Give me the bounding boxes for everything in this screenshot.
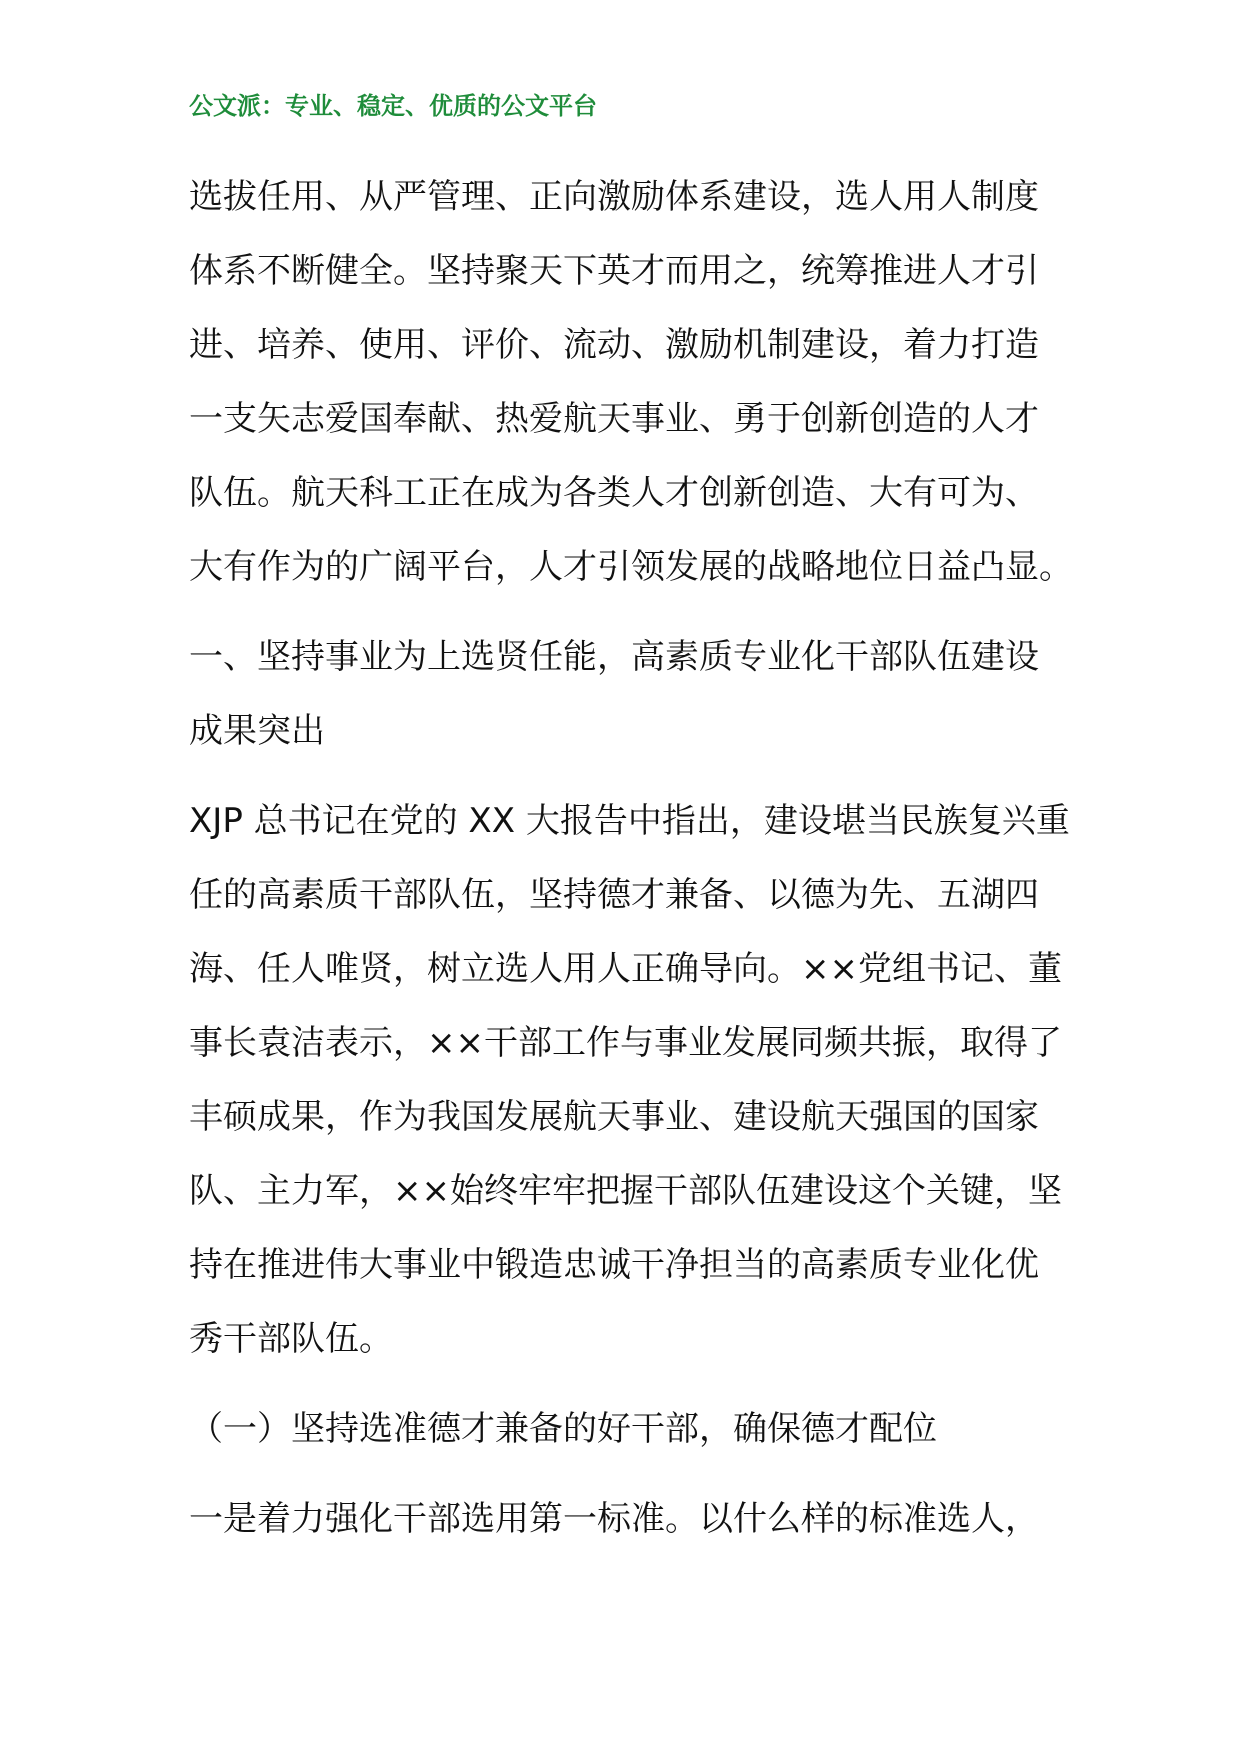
subsection-heading-line: （一）坚持选准德才兼备的好干部，确保德才配位 [189,1409,937,1449]
paragraph-line: 秀干部队伍。 [189,1319,393,1359]
paragraph-line: 持在推进伟大事业中锻造忠诚干净担当的高素质专业化优 [189,1245,1039,1285]
paragraph-line: 任的高素质干部队伍，坚持德才兼备、以德为先、五湖四 [189,875,1039,915]
paragraph-line: 大有作为的广阔平台，人才引领发展的战略地位日益凸显。 [189,547,1073,587]
paragraph-line: 队伍。航天科工正在成为各类人才创新创造、大有可为、 [189,473,1039,513]
paragraph-line: 事长袁洁表示，××干部工作与事业发展同频共振，取得了 [189,1023,1062,1063]
section-heading-line: 成果突出 [189,711,325,751]
paragraph-line: XJP 总书记在党的 XX 大报告中指出，建设堪当民族复兴重 [189,801,1070,841]
section-heading-line: 一、坚持事业为上选贤任能，高素质专业化干部队伍建设 [189,637,1039,677]
paragraph-line: 选拔任用、从严管理、正向激励体系建设，选人用人制度 [189,177,1039,217]
page-header: 公文派：专业、稳定、优质的公文平台 [189,92,597,120]
paragraph-line: 体系不断健全。坚持聚天下英才而用之，统筹推进人才引 [189,251,1039,291]
paragraph-line: 一支矢志爱国奉献、热爱航天事业、勇于创新创造的人才 [189,399,1039,439]
paragraph-line: 丰硕成果，作为我国发展航天事业、建设航天强国的国家 [189,1097,1039,1137]
paragraph-line: 海、任人唯贤，树立选人用人正确导向。××党组书记、董 [189,949,1062,989]
paragraph-line: 进、培养、使用、评价、流动、激励机制建设，着力打造 [189,325,1039,365]
paragraph-line: 一是着力强化干部选用第一标准。以什么样的标准选人， [189,1499,1039,1539]
paragraph-line: 队、主力军，××始终牢牢把握干部队伍建设这个关键，坚 [189,1171,1062,1211]
